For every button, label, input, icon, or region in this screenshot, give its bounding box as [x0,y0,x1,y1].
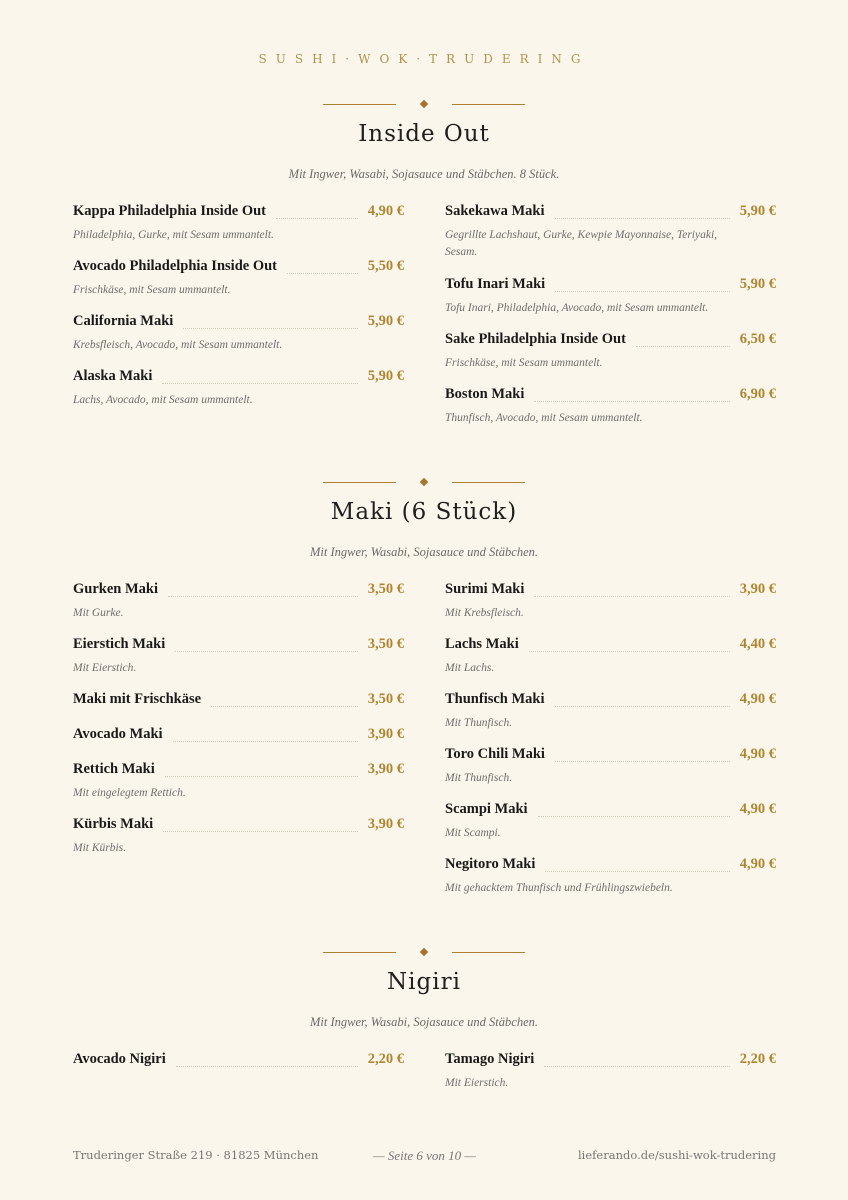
item-name: Thunfisch Maki [445,691,545,707]
dotted-leader [176,1066,358,1067]
item-name: Gurken Maki [73,581,158,597]
item-name: Rettich Maki [73,761,155,777]
menu-item [73,313,404,354]
dotted-leader [163,831,358,832]
section-nigiri [0,947,848,1030]
item-name: Sake Philadelphia Inside Out [445,331,626,347]
menu-item [73,816,404,857]
item-description: Lachs, Avocado, mit Sesam ummantelt. [73,394,253,406]
section-subtitle: Mit Ingwer, Wasabi, Sojasauce und Stäbchen. [310,1015,538,1029]
menu-item [445,1051,776,1092]
dotted-leader [534,596,729,597]
dotted-leader [173,741,358,742]
ornament-line-left [323,104,396,105]
item-description: Mit Kürbis. [73,842,127,854]
menu-item [73,1051,404,1069]
dotted-leader [175,651,358,652]
dotted-leader [183,328,357,329]
menu-item [73,636,404,677]
ornament-line-left [323,952,396,953]
item-description: Krebsfleisch, Avocado, mit Sesam ummantelt. [73,339,283,351]
item-description: Mit gehacktem Thunfisch und Frühlingszwiebeln. [445,882,673,894]
item-price: 4,90 € [739,856,776,872]
item-price: 6,50 € [739,331,776,347]
menu-item [445,856,776,897]
item-price: 2,20 € [367,1051,404,1067]
item-description: Mit Lachs. [445,662,495,674]
dotted-leader [529,651,730,652]
item-description: Philadelphia, Gurke, mit Sesam ummantelt. [73,229,274,241]
section-title: Inside Out [358,121,490,147]
section-ornament [0,99,848,111]
menu-item [445,581,776,622]
ornament-line-left [323,482,396,483]
item-price: 3,90 € [367,761,404,777]
item-description: Mit Thunfisch. [445,717,513,729]
menu-item [73,258,404,299]
menu-item [445,691,776,732]
item-price: 2,20 € [739,1051,776,1067]
menu-item [445,276,776,317]
item-price: 4,90 € [739,691,776,707]
dotted-leader [287,273,358,274]
footer-url: lieferando.de/sushi-wok-trudering [578,1148,776,1162]
diamond-icon [420,478,428,486]
item-price: 4,90 € [739,801,776,817]
item-name: Kappa Philadelphia Inside Out [73,203,266,219]
item-name: Kürbis Maki [73,816,154,832]
item-description: Gegrillte Lachshaut, Gurke, Kewpie Mayonnaise, Teriyaki, Sesam. [445,229,718,258]
menu-item [73,691,404,709]
menu-item [73,581,404,622]
section-title: Maki (6 Stück) [330,499,518,525]
footer-address: Truderinger Straße 219 · 81825 München [73,1148,319,1162]
menu-item [73,203,404,244]
dotted-leader [538,816,730,817]
ornament-line-right [452,104,525,105]
item-name: Scampi Maki [445,801,528,817]
item-name: Avocado Maki [73,726,163,742]
dotted-leader [211,706,358,707]
item-price: 4,90 € [739,746,776,762]
brand-header: SUSHI·WOK·TRUDERING [258,52,590,66]
item-price: 5,90 € [739,276,776,292]
item-description: Thunfisch, Avocado, mit Sesam ummantelt. [445,412,643,424]
section-title: Nigiri [387,969,461,995]
item-price: 5,90 € [739,203,776,219]
item-description: Mit Gurke. [73,607,124,619]
item-name: Maki mit Frischkäse [73,691,202,707]
ornament-line-right [452,482,525,483]
dotted-leader [555,761,730,762]
item-description: Mit Eierstich. [73,662,137,674]
item-name: Avocado Philadelphia Inside Out [73,258,277,274]
dotted-leader [555,218,730,219]
item-description: Mit Eierstich. [445,1077,509,1089]
item-name: Eierstich Maki [73,636,166,652]
item-price: 5,50 € [367,258,404,274]
menu-item [445,203,776,261]
item-name: Avocado Nigiri [73,1051,166,1067]
section-maki [0,477,848,560]
dotted-leader [165,776,358,777]
item-description: Mit eingelegtem Rettich. [73,787,186,799]
item-name: Surimi Maki [445,581,525,597]
item-price: 3,50 € [367,691,404,707]
item-price: 4,40 € [739,636,776,652]
item-price: 5,90 € [367,368,404,384]
menu-item [73,761,404,802]
dotted-leader [162,383,357,384]
dotted-leader [168,596,358,597]
menu-item [73,726,404,744]
item-description: Frischkäse, mit Sesam ummantelt. [73,284,231,296]
item-price: 3,90 € [367,726,404,742]
dotted-leader [636,346,730,347]
section-inside-out [0,99,848,182]
item-name: Negitoro Maki [445,856,536,872]
menu-item [445,636,776,677]
ornament-line-right [452,952,525,953]
item-price: 3,90 € [367,816,404,832]
diamond-icon [420,948,428,956]
item-price: 3,90 € [739,581,776,597]
menu-item [445,331,776,372]
item-name: Tamago Nigiri [445,1051,535,1067]
dotted-leader [276,218,358,219]
menu-item [445,801,776,842]
item-price: 5,90 € [367,313,404,329]
section-subtitle: Mit Ingwer, Wasabi, Sojasauce und Stäbchen. 8 Stück. [288,167,560,181]
item-name: Toro Chili Maki [445,746,545,762]
item-price: 6,90 € [739,386,776,402]
item-name: Alaska Maki [73,368,153,384]
item-name: Sakekawa Maki [445,203,545,219]
section-subtitle: Mit Ingwer, Wasabi, Sojasauce und Stäbchen. [310,545,538,559]
dotted-leader [545,871,729,872]
section-ornament [0,947,848,959]
diamond-icon [420,100,428,108]
item-name: Lachs Maki [445,636,519,652]
item-name: Boston Maki [445,386,525,402]
item-description: Tofu Inari, Philadelphia, Avocado, mit Sesam ummantelt. [445,302,709,314]
item-description: Frischkäse, mit Sesam ummantelt. [445,357,603,369]
dotted-leader [534,401,729,402]
menu-item [73,368,404,409]
item-price: 3,50 € [367,636,404,652]
item-description: Mit Krebsfleisch. [445,607,524,619]
dotted-leader [555,706,730,707]
item-price: 3,50 € [367,581,404,597]
menu-item [445,386,776,427]
item-description: Mit Thunfisch. [445,772,513,784]
item-price: 4,90 € [367,203,404,219]
menu-item [445,746,776,787]
dotted-leader [555,291,730,292]
item-name: California Maki [73,313,174,329]
dotted-leader [544,1066,729,1067]
item-description: Mit Scampi. [445,827,501,839]
footer-page-number: — Seite 6 von 10 — [373,1148,476,1163]
section-ornament [0,477,848,489]
page-footer [73,1148,776,1164]
item-name: Tofu Inari Maki [445,276,546,292]
